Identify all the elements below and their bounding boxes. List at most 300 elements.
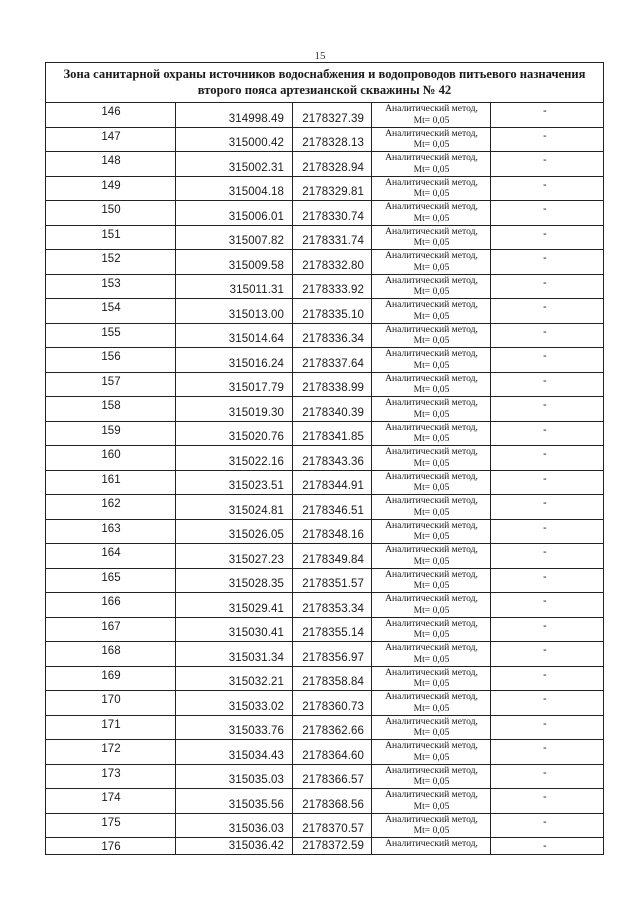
table-row <box>46 226 603 251</box>
point-number: 176 <box>101 841 121 853</box>
method-text <box>372 103 491 126</box>
table-body <box>46 103 603 854</box>
empty-mark: - <box>543 472 547 485</box>
method-label: Аналитический метод, <box>385 666 478 678</box>
y-coordinate: 2178360.73 <box>302 700 364 713</box>
empty-mark: - <box>543 374 547 387</box>
point-number-cell <box>46 789 176 813</box>
point-number: 170 <box>101 694 121 706</box>
x-coordinate: 315028.35 <box>228 578 284 590</box>
accuracy-label: Mt= 0,05 <box>413 433 450 444</box>
y-coordinate-cell <box>293 838 372 854</box>
note-cell <box>491 201 603 225</box>
x-coordinate-cell <box>176 716 293 740</box>
x-coordinate: 315033.76 <box>228 725 284 737</box>
accuracy-label: Mt= 0,05 <box>413 629 450 640</box>
y-coordinate-cell <box>293 397 372 421</box>
point-number-cell <box>46 642 176 666</box>
empty-mark: - <box>543 521 547 534</box>
note-cell <box>491 740 603 764</box>
y-coordinate: 2178353.34 <box>302 602 364 615</box>
accuracy-label: Mt= 0,05 <box>413 800 450 812</box>
point-number: 168 <box>101 645 121 657</box>
table-row <box>46 250 603 275</box>
point-number: 160 <box>101 449 121 461</box>
point-number: 165 <box>101 571 121 584</box>
method-text <box>372 593 491 616</box>
method-label: Аналитический метод, <box>385 446 478 457</box>
empty-mark: - <box>543 252 547 264</box>
method-label: Аналитический метод, <box>385 470 478 482</box>
x-coordinate: 315031.34 <box>228 651 284 664</box>
method-label: Аналитический метод, <box>385 348 478 359</box>
y-coordinate: 2178340.39 <box>302 406 364 419</box>
y-coordinate-cell <box>293 691 372 715</box>
table-row <box>46 324 603 349</box>
y-coordinate-cell <box>293 642 372 666</box>
point-number: 150 <box>101 204 121 216</box>
empty-mark: - <box>543 840 547 852</box>
method-label: Аналитический метод, <box>385 250 478 261</box>
method-label: Аналитический метод, <box>385 103 478 114</box>
x-coordinate-cell <box>176 397 293 421</box>
x-coordinate: 315032.21 <box>228 676 284 688</box>
note-cell <box>491 814 603 838</box>
x-coordinate-cell <box>176 128 293 152</box>
method-label: Аналитический метод, <box>385 274 478 286</box>
method-cell <box>372 691 491 715</box>
x-coordinate-cell <box>176 642 293 666</box>
method-cell <box>372 275 491 299</box>
y-coordinate-cell <box>293 618 372 642</box>
point-number-cell <box>46 373 176 397</box>
x-coordinate-cell <box>176 275 293 299</box>
method-text <box>372 226 491 249</box>
x-coordinate: 315024.81 <box>228 504 284 517</box>
table-row <box>46 765 603 790</box>
x-coordinate: 315019.30 <box>228 406 284 419</box>
table-row <box>46 642 603 667</box>
method-text <box>372 275 491 298</box>
table-title-line2: второго пояса артезианской скважины № 42 <box>197 83 452 97</box>
point-number-cell <box>46 397 176 421</box>
method-label: Аналитический метод, <box>385 568 478 580</box>
method-text <box>372 201 491 224</box>
method-cell <box>372 250 491 274</box>
y-coordinate-cell <box>293 471 372 495</box>
method-cell <box>372 569 491 593</box>
table-row <box>46 397 603 422</box>
method-label: Аналитический метод, <box>385 642 478 653</box>
table-row <box>46 838 603 854</box>
table-row <box>46 299 603 324</box>
method-text <box>372 838 491 850</box>
y-coordinate-cell <box>293 520 372 544</box>
empty-mark: - <box>543 693 547 705</box>
point-number: 157 <box>101 375 121 388</box>
y-coordinate-cell <box>293 201 372 225</box>
x-coordinate-cell <box>176 422 293 446</box>
method-cell <box>372 740 491 764</box>
table-row <box>46 544 603 569</box>
method-text <box>372 544 491 567</box>
y-coordinate: 2178328.94 <box>302 161 364 174</box>
method-label: Аналитический метод, <box>385 397 478 408</box>
y-coordinate: 2178344.91 <box>302 480 364 492</box>
y-coordinate-cell <box>293 324 372 348</box>
method-text <box>372 324 491 347</box>
empty-mark: - <box>543 325 547 338</box>
note-cell <box>491 838 603 854</box>
method-label: Аналитический метод, <box>385 372 478 384</box>
y-coordinate-cell <box>293 103 372 127</box>
y-coordinate-cell <box>293 814 372 838</box>
accuracy-label: Mt= 0,05 <box>413 212 450 224</box>
method-cell <box>372 765 491 789</box>
point-number-cell <box>46 520 176 544</box>
note-cell <box>491 324 603 348</box>
x-coordinate: 315034.43 <box>228 749 284 762</box>
x-coordinate-cell <box>176 569 293 593</box>
point-number: 169 <box>101 669 121 682</box>
point-number: 171 <box>101 718 121 731</box>
accuracy-label: Mt= 0,05 <box>413 237 450 248</box>
empty-mark: - <box>543 227 547 240</box>
empty-mark: - <box>543 570 547 583</box>
method-label: Аналитический метод, <box>385 764 478 776</box>
note-cell <box>491 471 603 495</box>
x-coordinate: 315020.76 <box>228 431 284 443</box>
y-coordinate-cell <box>293 569 372 593</box>
method-text <box>372 177 491 200</box>
accuracy-label: Mt= 0,05 <box>413 727 450 738</box>
point-number-cell <box>46 838 176 854</box>
x-coordinate-cell <box>176 471 293 495</box>
empty-mark: - <box>543 717 547 730</box>
note-cell <box>491 642 603 666</box>
y-coordinate-cell <box>293 275 372 299</box>
table-row <box>46 128 603 153</box>
y-coordinate: 2178362.66 <box>302 725 364 737</box>
x-coordinate-cell <box>176 765 293 789</box>
point-number-cell <box>46 324 176 348</box>
empty-mark: - <box>543 546 547 558</box>
method-cell <box>372 422 491 446</box>
y-coordinate-cell <box>293 740 372 764</box>
y-coordinate-cell <box>293 152 372 176</box>
y-coordinate: 2178372.59 <box>302 840 364 852</box>
y-coordinate: 2178343.36 <box>302 455 364 468</box>
method-cell <box>372 397 491 421</box>
table-row <box>46 569 603 594</box>
accuracy-label: Mt= 0,05 <box>413 384 450 395</box>
table-row <box>46 152 603 177</box>
table-row <box>46 177 603 202</box>
note-cell <box>491 103 603 127</box>
point-number-cell <box>46 471 176 495</box>
table-row <box>46 422 603 447</box>
accuracy-label: Mt= 0,05 <box>413 188 450 199</box>
x-coordinate: 315014.64 <box>228 333 284 345</box>
x-coordinate: 315000.42 <box>228 137 284 149</box>
y-coordinate-cell <box>293 299 372 323</box>
method-cell <box>372 642 491 666</box>
x-coordinate: 315035.56 <box>228 798 284 811</box>
point-number-cell <box>46 177 176 201</box>
x-coordinate-cell <box>176 177 293 201</box>
x-coordinate: 315027.23 <box>228 553 284 566</box>
table-row <box>46 716 603 741</box>
empty-mark: - <box>543 668 547 681</box>
x-coordinate-cell <box>176 789 293 813</box>
x-coordinate-cell <box>176 348 293 372</box>
x-coordinate: 315009.58 <box>228 259 284 272</box>
accuracy-label: Mt= 0,05 <box>413 555 450 567</box>
method-label: Аналитический метод, <box>385 715 478 727</box>
point-number-cell <box>46 275 176 299</box>
empty-mark: - <box>543 423 547 436</box>
note-cell <box>491 691 603 715</box>
method-cell <box>372 103 491 127</box>
method-cell <box>372 201 491 225</box>
accuracy-label: Mt= 0,05 <box>413 457 450 469</box>
method-label: Аналитический метод, <box>385 593 478 604</box>
point-number-cell <box>46 814 176 838</box>
y-coordinate: 2178328.13 <box>302 137 364 149</box>
point-number: 175 <box>101 816 121 829</box>
accuracy-label: Mt= 0,05 <box>413 531 450 542</box>
x-coordinate: 315004.18 <box>228 186 284 198</box>
x-coordinate-cell <box>176 299 293 323</box>
y-coordinate: 2178330.74 <box>302 210 364 223</box>
table-row <box>46 446 603 471</box>
method-label: Аналитический метод, <box>385 495 478 506</box>
point-number: 167 <box>101 620 121 633</box>
method-cell <box>372 128 491 152</box>
y-coordinate: 2178332.80 <box>302 259 364 272</box>
point-number-cell <box>46 716 176 740</box>
method-text <box>372 152 491 175</box>
y-coordinate: 2178333.92 <box>302 284 364 296</box>
method-cell <box>372 299 491 323</box>
accuracy-label: Mt= 0,05 <box>413 751 450 763</box>
table-row <box>46 618 603 643</box>
accuracy-label: Mt= 0,05 <box>413 604 450 616</box>
point-number-cell <box>46 299 176 323</box>
method-text <box>372 299 491 322</box>
accuracy-label: Mt= 0,05 <box>413 163 450 175</box>
method-text <box>372 716 491 739</box>
method-label: Аналитический метод, <box>385 323 478 335</box>
point-number: 147 <box>101 130 121 143</box>
method-label: Аналитический метод, <box>385 225 478 237</box>
point-number: 152 <box>101 253 121 265</box>
method-label: Аналитический метод, <box>385 691 478 702</box>
y-coordinate-cell <box>293 226 372 250</box>
accuracy-label: Mt= 0,05 <box>413 482 450 493</box>
empty-mark: - <box>543 178 547 191</box>
y-coordinate: 2178346.51 <box>302 504 364 517</box>
accuracy-label: Mt= 0,05 <box>413 776 450 787</box>
point-number-cell <box>46 618 176 642</box>
accuracy-label: Mt= 0,05 <box>413 114 450 126</box>
method-cell <box>372 446 491 470</box>
method-text <box>372 495 491 518</box>
x-coordinate: 315023.51 <box>228 480 284 492</box>
x-coordinate: 314998.49 <box>228 112 284 125</box>
accuracy-label: Mt= 0,05 <box>413 286 450 297</box>
point-number-cell <box>46 226 176 250</box>
method-text <box>372 765 491 788</box>
method-text <box>372 789 491 812</box>
method-cell <box>372 226 491 250</box>
table-row <box>46 201 603 226</box>
method-cell <box>372 789 491 813</box>
empty-mark: - <box>543 350 547 362</box>
y-coordinate: 2178335.10 <box>302 308 364 321</box>
method-text <box>372 520 491 543</box>
x-coordinate-cell <box>176 201 293 225</box>
empty-mark: - <box>543 595 547 607</box>
note-cell <box>491 765 603 789</box>
note-cell <box>491 226 603 250</box>
point-number-cell <box>46 740 176 764</box>
note-cell <box>491 569 603 593</box>
y-coordinate: 2178338.99 <box>302 382 364 394</box>
accuracy-label: Mt= 0,05 <box>413 678 450 689</box>
accuracy-label: Mt= 0,05 <box>413 139 450 150</box>
x-coordinate: 315002.31 <box>228 161 284 174</box>
method-cell <box>372 324 491 348</box>
method-text <box>372 814 491 837</box>
point-number-cell <box>46 422 176 446</box>
point-number-cell <box>46 152 176 176</box>
note-cell <box>491 128 603 152</box>
method-text <box>372 128 491 151</box>
y-coordinate-cell <box>293 716 372 740</box>
x-coordinate-cell <box>176 814 293 838</box>
accuracy-label: Mt= 0,05 <box>413 702 450 714</box>
method-label: Аналитический метод, <box>385 299 478 310</box>
x-coordinate: 315036.42 <box>228 840 284 852</box>
accuracy-label: Mt= 0,05 <box>413 580 450 591</box>
table-row <box>46 275 603 300</box>
empty-mark: - <box>543 644 547 656</box>
method-cell <box>372 152 491 176</box>
y-coordinate: 2178366.57 <box>302 774 364 786</box>
accuracy-label: Mt= 0,05 <box>413 506 450 518</box>
y-coordinate: 2178364.60 <box>302 749 364 762</box>
point-number: 173 <box>101 767 121 780</box>
note-cell <box>491 422 603 446</box>
y-coordinate-cell <box>293 373 372 397</box>
x-coordinate-cell <box>176 544 293 568</box>
y-coordinate: 2178356.97 <box>302 651 364 664</box>
x-coordinate: 315036.03 <box>228 823 284 835</box>
y-coordinate: 2178348.16 <box>302 529 364 541</box>
method-text <box>372 569 491 592</box>
y-coordinate: 2178355.14 <box>302 627 364 639</box>
y-coordinate-cell <box>293 667 372 691</box>
accuracy-label: Mt= 0,05 <box>413 408 450 420</box>
point-number-cell <box>46 569 176 593</box>
point-number: 166 <box>101 596 121 608</box>
y-coordinate: 2178329.81 <box>302 186 364 198</box>
empty-mark: - <box>543 766 547 779</box>
x-coordinate-cell <box>176 250 293 274</box>
y-coordinate: 2178336.34 <box>302 333 364 345</box>
method-label: Аналитический метод, <box>385 201 478 212</box>
method-cell <box>372 495 491 519</box>
empty-mark: - <box>543 276 547 289</box>
point-number: 151 <box>101 228 121 241</box>
x-coordinate-cell <box>176 838 293 854</box>
method-text <box>372 446 491 469</box>
y-coordinate-cell <box>293 128 372 152</box>
table-row <box>46 691 603 716</box>
x-coordinate-cell <box>176 740 293 764</box>
method-text <box>372 422 491 445</box>
point-number: 163 <box>101 522 121 535</box>
empty-mark: - <box>543 791 547 803</box>
y-coordinate-cell <box>293 177 372 201</box>
y-coordinate: 2178368.56 <box>302 798 364 811</box>
empty-mark: - <box>543 619 547 632</box>
x-coordinate: 315016.24 <box>228 357 284 370</box>
point-number: 158 <box>101 400 121 412</box>
method-cell <box>372 471 491 495</box>
method-text <box>372 348 491 371</box>
point-number: 153 <box>101 277 121 290</box>
point-number-cell <box>46 348 176 372</box>
empty-mark: - <box>543 129 547 142</box>
table-row <box>46 667 603 692</box>
empty-mark: - <box>543 448 547 460</box>
y-coordinate-cell <box>293 593 372 617</box>
note-cell <box>491 275 603 299</box>
x-coordinate: 315030.41 <box>228 627 284 639</box>
accuracy-label: Mt= 0,05 <box>413 335 450 346</box>
point-number: 172 <box>101 743 121 755</box>
note-cell <box>491 667 603 691</box>
x-coordinate: 315033.02 <box>228 700 284 713</box>
point-number-cell <box>46 103 176 127</box>
x-coordinate: 315007.82 <box>228 235 284 247</box>
y-coordinate-cell <box>293 789 372 813</box>
point-number: 149 <box>101 179 121 192</box>
method-cell <box>372 838 491 854</box>
accuracy-label: Mt= 0,05 <box>413 825 450 836</box>
note-cell <box>491 299 603 323</box>
empty-mark: - <box>543 742 547 754</box>
table-title-line1: Зона санитарной охраны источников водоснабжения и водопроводов питьевого назначения <box>63 67 586 81</box>
y-coordinate: 2178351.57 <box>302 578 364 590</box>
note-cell <box>491 618 603 642</box>
point-number: 162 <box>101 498 121 510</box>
method-label: Аналитический метод, <box>385 421 478 433</box>
method-text <box>372 667 491 690</box>
method-label: Аналитический метод, <box>385 789 478 800</box>
note-cell <box>491 373 603 397</box>
method-label: Аналитический метод, <box>385 838 478 849</box>
method-cell <box>372 716 491 740</box>
y-coordinate: 2178358.84 <box>302 676 364 688</box>
note-cell <box>491 495 603 519</box>
table-row <box>46 348 603 373</box>
note-cell <box>491 789 603 813</box>
method-cell <box>372 593 491 617</box>
y-coordinate-cell <box>293 422 372 446</box>
